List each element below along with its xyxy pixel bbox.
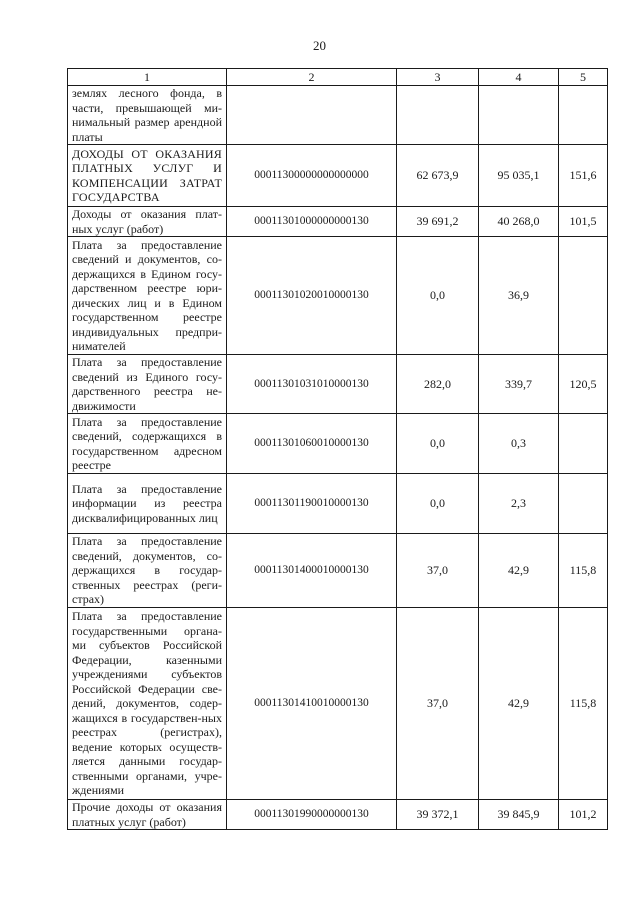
table-row [68,86,608,145]
row-value-4: 40 268,0 [479,207,559,237]
table-row [68,414,608,474]
column-header: 5 [559,69,608,86]
row-name: Плата за предоставление сведений из Единого госу-дарственного реестра не-движимости [68,355,227,414]
row-value-5: 115,8 [559,534,608,608]
row-value-4: 42,9 [479,534,559,608]
table-header-row [68,69,608,86]
row-code: 00011301060010000130 [227,414,397,474]
row-value-3: 39 691,2 [397,207,479,237]
row-value-3: 37,0 [397,534,479,608]
row-name: Доходы от оказания плат-ных услуг (работ) [68,207,227,237]
row-code: 00011301400010000130 [227,534,397,608]
row-value-3: 282,0 [397,355,479,414]
row-name: Плата за предоставление сведений, документов, со-держащихся в государ-ственных реестрах (реги-страх) [68,534,227,608]
table-row [68,207,608,237]
row-code: 00011300000000000000 [227,145,397,207]
row-value-5: 151,6 [559,145,608,207]
row-value-4: 339,7 [479,355,559,414]
row-code: 00011301990000000130 [227,800,397,830]
column-header: 4 [479,69,559,86]
row-value-5 [559,86,608,145]
row-value-4: 2,3 [479,474,559,534]
row-value-3: 0,0 [397,414,479,474]
row-code: 00011301190010000130 [227,474,397,534]
table-row [68,145,608,207]
row-value-5: 101,2 [559,800,608,830]
row-code: 00011301000000000130 [227,207,397,237]
row-value-5: 101,5 [559,207,608,237]
column-header: 1 [68,69,227,86]
row-name: Плата за предоставление информации из реестра дисквалифицированных лиц [68,474,227,534]
row-code [227,86,397,145]
table-row [68,474,608,534]
table-row [68,534,608,608]
row-value-5: 120,5 [559,355,608,414]
table-row [68,608,608,800]
row-value-4 [479,86,559,145]
table-row [68,800,608,830]
table-row [68,355,608,414]
row-value-3: 62 673,9 [397,145,479,207]
table-row [68,237,608,355]
column-header: 3 [397,69,479,86]
page-number: 20 [313,38,326,53]
row-value-3: 0,0 [397,474,479,534]
row-value-3: 37,0 [397,608,479,800]
row-value-5 [559,414,608,474]
row-name: Плата за предоставление государственными органа-ми субъектов Российской Федерации, казенными учреждениями субъектов Российской Федерации све-дений, документов, содер-жащихся в государствен-ных реестрах (регистрах), ведение которых осуществ-ляется данными государ-ственными органами, учре-ждениями [68,608,227,800]
row-name: Плата за предоставление сведений и документов, со-держащихся в Едином госу-дарственном реестре юри-дических лиц и в Едином государственном реестре индивидуальных предпри-нимателей [68,237,227,355]
row-value-4: 36,9 [479,237,559,355]
row-value-3: 39 372,1 [397,800,479,830]
row-name: Плата за предоставление сведений, содержащихся в государственном адресном реестре [68,414,227,474]
row-value-4: 42,9 [479,608,559,800]
row-code: 00011301031010000130 [227,355,397,414]
row-name: землях лесного фонда, в части, превышающей ми-нимальный размер арендной платы [68,86,227,145]
row-value-5 [559,237,608,355]
row-value-3 [397,86,479,145]
row-value-5 [559,474,608,534]
row-value-4: 39 845,9 [479,800,559,830]
column-header: 2 [227,69,397,86]
row-name: Прочие доходы от оказания платных услуг (работ) [68,800,227,830]
row-value-3: 0,0 [397,237,479,355]
row-code: 00011301410010000130 [227,608,397,800]
row-name: ДОХОДЫ ОТ ОКАЗАНИЯ ПЛАТНЫХ УСЛУГ И КОМПЕНСАЦИИ ЗАТРАТ ГОСУДАРСТВА [68,145,227,207]
revenue-table [67,68,608,830]
row-value-4: 95 035,1 [479,145,559,207]
row-value-5: 115,8 [559,608,608,800]
row-code: 00011301020010000130 [227,237,397,355]
row-value-4: 0,3 [479,414,559,474]
